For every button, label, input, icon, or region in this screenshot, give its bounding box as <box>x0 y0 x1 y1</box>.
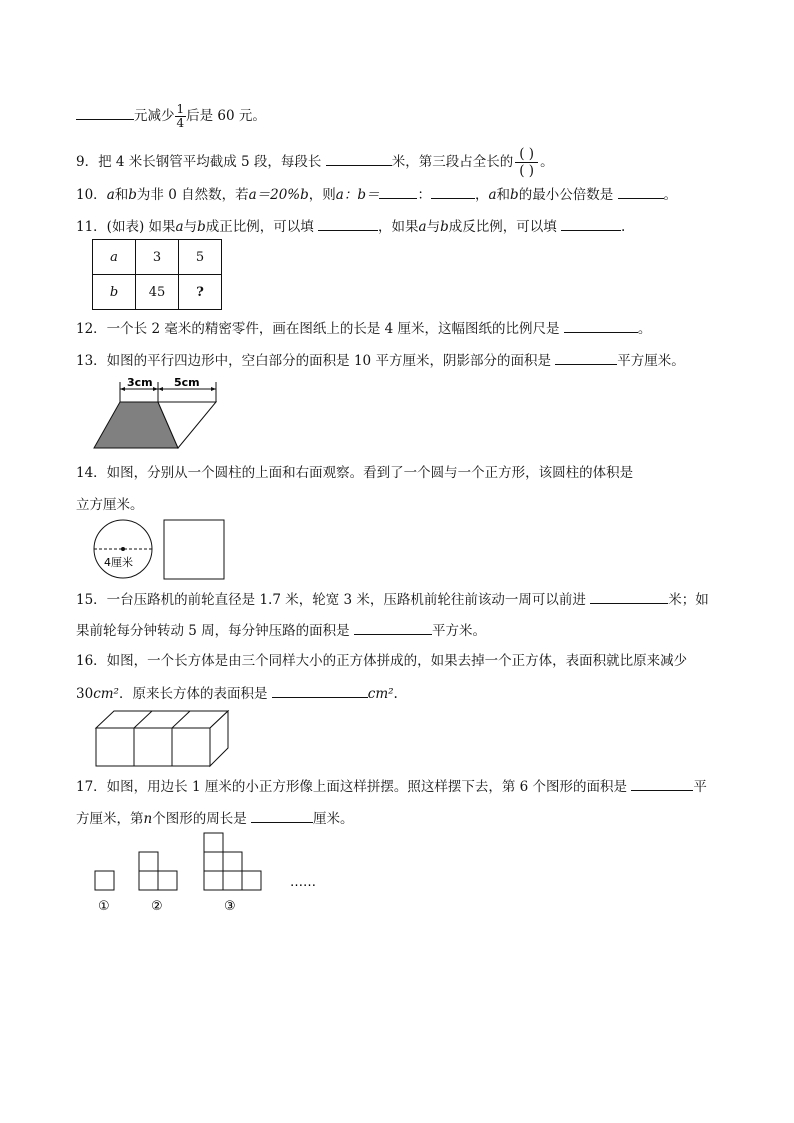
q10-answer-blank-3[interactable] <box>618 184 664 199</box>
question-14-line2: 立方厘米。 <box>76 497 144 513</box>
question-14: 14．如图，分别从一个圆柱的上面和右面观察。看到了一个圆与一个正方形，该圆柱的体积是 <box>76 465 634 481</box>
question-17-line2: 方厘米，第n个图形的周长是 厘米。 <box>76 808 354 828</box>
question-12: 12．一个长 2 毫米的精密零件，画在图纸上的长是 4 厘米，这幅图纸的比例尺是 。 <box>76 318 651 338</box>
q11-cell: a <box>93 240 136 275</box>
q17-fig3-square <box>204 871 223 890</box>
question-10: 10．a和b为非 0 自然数，若a＝20%b，则a：b＝ ： ，a和b的最小公倍数是 。 <box>76 184 677 204</box>
q8-answer-blank[interactable] <box>76 105 134 120</box>
q17-answer-blank-2[interactable] <box>251 808 313 823</box>
q17-fig3-square <box>223 871 242 890</box>
question-16: 16．如图，一个长方体是由三个同样大小的正方体拼成的，如果去掉一个正方体，表面积就比原来减少 <box>76 653 688 669</box>
q17-label-3: ③ <box>224 899 236 914</box>
q17-fig2-square <box>139 852 158 871</box>
q16-cube-3 <box>172 728 210 766</box>
question-11: 11．(如表) 如果a与b成正比例，可以填 ，如果a与b成反比例，可以填 . <box>76 216 625 236</box>
q15-answer-blank-1[interactable] <box>590 589 668 604</box>
question-15-line2: 果前轮每分钟转动 5 周，每分钟压路的面积是 平方米。 <box>76 620 486 640</box>
question-9: 9．把 4 米长钢管平均截成 5 段，每段长 米，第三段占全长的 ( ) ( ) 。 <box>76 146 554 179</box>
q11-cell: 5 <box>179 240 222 275</box>
question-15: 15．一台压路机的前轮直径是 1.7 米，轮宽 3 米，压路机前轮往前该动一周可以前进 米；如 <box>76 589 709 609</box>
q11-answer-blank-1[interactable] <box>318 216 378 231</box>
q17-pattern-figure <box>90 830 330 916</box>
q17-fig3-square <box>204 833 223 852</box>
q8-fraction: $\frac{1}{4}$ <box>176 102 185 130</box>
q10-answer-blank-1[interactable] <box>379 184 417 199</box>
q13-label-5cm: 5cm <box>174 376 200 389</box>
question-17: 17．如图，用边长 1 厘米的小正方形像上面这样拼摆。照这样摆下去，第 6 个图形的面积是 平 <box>76 776 707 796</box>
q17-fig2-square <box>139 871 158 890</box>
q10-answer-blank-2[interactable] <box>431 184 475 199</box>
q11-table <box>92 239 222 310</box>
q17-label-1: ① <box>98 899 110 914</box>
q16-cube-2 <box>134 728 172 766</box>
q11-cell: b <box>93 275 136 310</box>
q17-fig3-square <box>204 852 223 871</box>
q17-fig2-square <box>158 871 177 890</box>
q16-cuboid-figure <box>94 710 232 768</box>
q17-ellipsis: …… <box>290 875 316 890</box>
q17-label-2: ② <box>151 899 163 914</box>
question-13: 13．如图的平行四边形中，空白部分的面积是 10 平方厘米，阴影部分的面积是 平方厘米。 <box>76 350 685 370</box>
q17-answer-blank-1[interactable] <box>631 776 693 791</box>
q13-answer-blank[interactable] <box>555 350 617 365</box>
q11-cell: ? <box>179 275 222 310</box>
q11-cell: 45 <box>136 275 179 310</box>
q9-fraction-answer[interactable]: ( ) ( ) <box>515 146 538 179</box>
q17-fig3-square <box>223 852 242 871</box>
q13-label-3cm: 3cm <box>127 376 153 389</box>
q11-answer-blank-2[interactable] <box>561 216 621 231</box>
q14-views-figure <box>92 518 228 582</box>
q16-cube-1 <box>96 728 134 766</box>
q16-answer-blank[interactable] <box>272 683 368 698</box>
q14-diameter-label: 4厘米 <box>104 556 133 569</box>
q17-fig1-square <box>95 871 114 890</box>
question-16-line2: 30cm²．原来长方体的表面积是 cm². <box>76 683 398 703</box>
q8-line: 元减少 $\frac{1}{4}$ 后是 60 元。 <box>76 103 266 130</box>
q14-square-view <box>164 520 224 579</box>
q17-fig3-square <box>242 871 261 890</box>
q11-cell: 3 <box>136 240 179 275</box>
q15-answer-blank-2[interactable] <box>354 620 432 635</box>
q13-parallelogram-figure <box>90 376 222 452</box>
q9-answer-blank-1[interactable] <box>326 151 392 166</box>
q12-answer-blank[interactable] <box>564 318 638 333</box>
